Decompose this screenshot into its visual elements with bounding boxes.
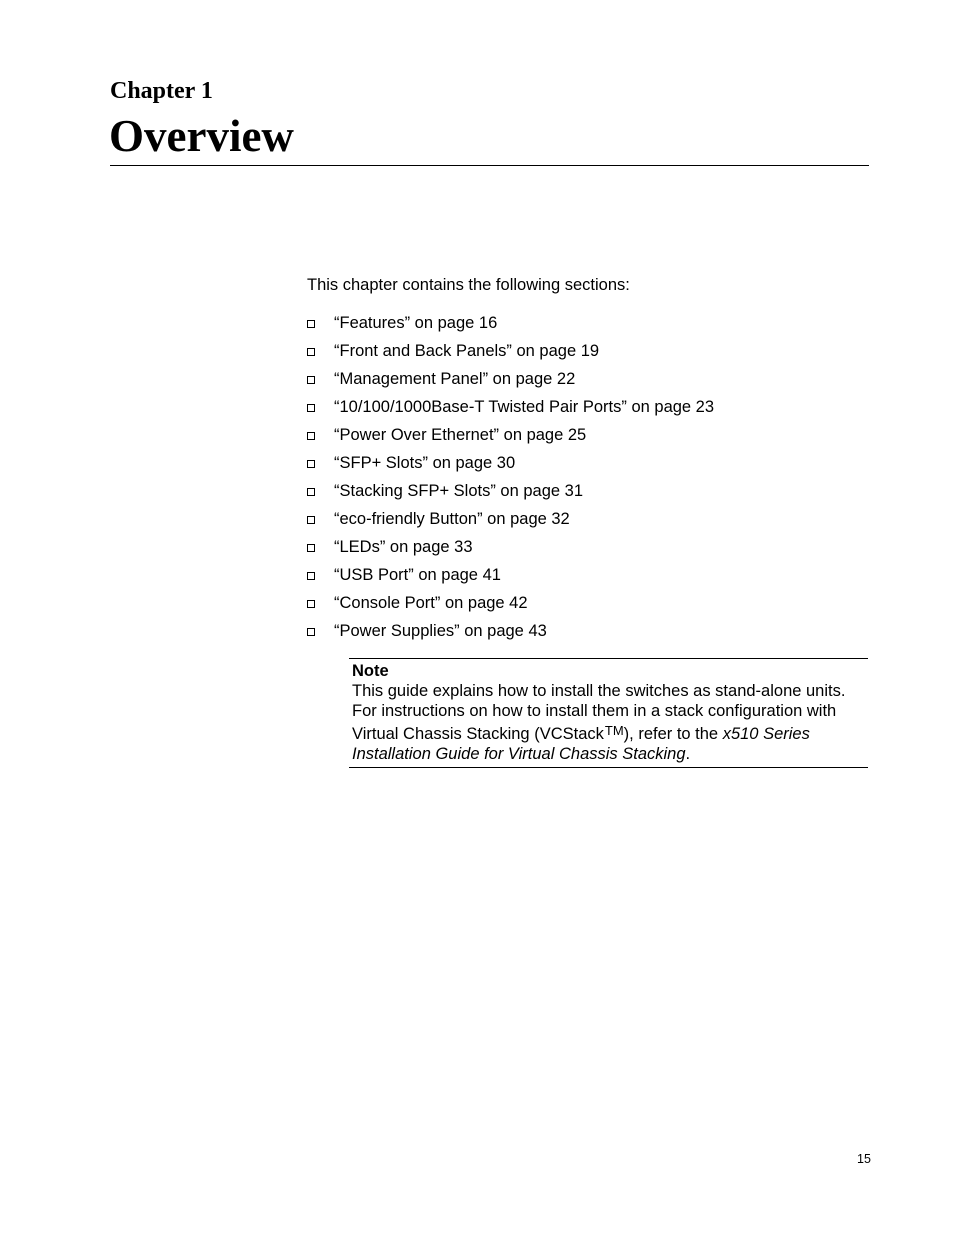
- section-link[interactable]: “Features” on page 16: [334, 314, 498, 332]
- section-link[interactable]: “Power Supplies” on page 43: [334, 622, 547, 640]
- list-item: [307, 509, 714, 537]
- section-link[interactable]: “USB Port” on page 41: [334, 566, 501, 584]
- section-list: [307, 313, 714, 649]
- section-link[interactable]: “SFP+ Slots” on page 30: [334, 454, 516, 472]
- list-item: [307, 565, 714, 593]
- section-link[interactable]: “Stacking SFP+ Slots” on page 31: [334, 482, 584, 500]
- list-item: [307, 481, 714, 509]
- checkbox-bullet-icon: [307, 348, 315, 356]
- checkbox-bullet-icon: [307, 460, 315, 468]
- checkbox-bullet-icon: [307, 488, 315, 496]
- guide-reference: x510 Series Installation Guide for Virtual Chassis Stacking: [352, 725, 810, 763]
- note-heading: Note: [352, 662, 389, 680]
- list-item: [307, 453, 714, 481]
- checkbox-bullet-icon: [307, 320, 315, 328]
- title-rule: [110, 165, 869, 166]
- checkbox-bullet-icon: [307, 376, 315, 384]
- section-link[interactable]: “Console Port” on page 42: [334, 594, 528, 612]
- note-text-part1: This guide explains how to install the switches as stand-alone units. For instructions on how to install them in a stack configuration with Virtual Chassis Stacking (VCStack: [352, 682, 846, 743]
- list-item: [307, 593, 714, 621]
- intro-text: This chapter contains the following sections:: [307, 276, 630, 294]
- checkbox-bullet-icon: [307, 516, 315, 524]
- checkbox-bullet-icon: [307, 432, 315, 440]
- note-text-end: .: [685, 745, 691, 763]
- list-item: [307, 313, 714, 341]
- list-item: [307, 621, 714, 649]
- note-text: [352, 681, 868, 764]
- section-link[interactable]: “Front and Back Panels” on page 19: [334, 342, 600, 360]
- section-link[interactable]: “Management Panel” on page 22: [334, 370, 576, 388]
- section-link[interactable]: “10/100/1000Base-T Twisted Pair Ports” on page 23: [334, 398, 715, 416]
- note-box: [349, 658, 868, 768]
- list-item: [307, 425, 714, 453]
- checkbox-bullet-icon: [307, 572, 315, 580]
- checkbox-bullet-icon: [307, 628, 315, 636]
- chapter-label: Chapter 1: [110, 78, 213, 104]
- list-item: [307, 369, 714, 397]
- section-link[interactable]: “LEDs” on page 33: [334, 538, 473, 556]
- list-item: [307, 341, 714, 369]
- note-text-part2: ), refer to the: [623, 725, 723, 743]
- checkbox-bullet-icon: [307, 600, 315, 608]
- page-number: 15: [857, 1152, 871, 1166]
- trademark-symbol: TM: [604, 723, 624, 738]
- list-item: [307, 397, 714, 425]
- checkbox-bullet-icon: [307, 544, 315, 552]
- chapter-title: Overview: [109, 111, 294, 161]
- section-link[interactable]: “Power Over Ethernet” on page 25: [334, 426, 587, 444]
- checkbox-bullet-icon: [307, 404, 315, 412]
- list-item: [307, 537, 714, 565]
- section-link[interactable]: “eco-friendly Button” on page 32: [334, 510, 570, 528]
